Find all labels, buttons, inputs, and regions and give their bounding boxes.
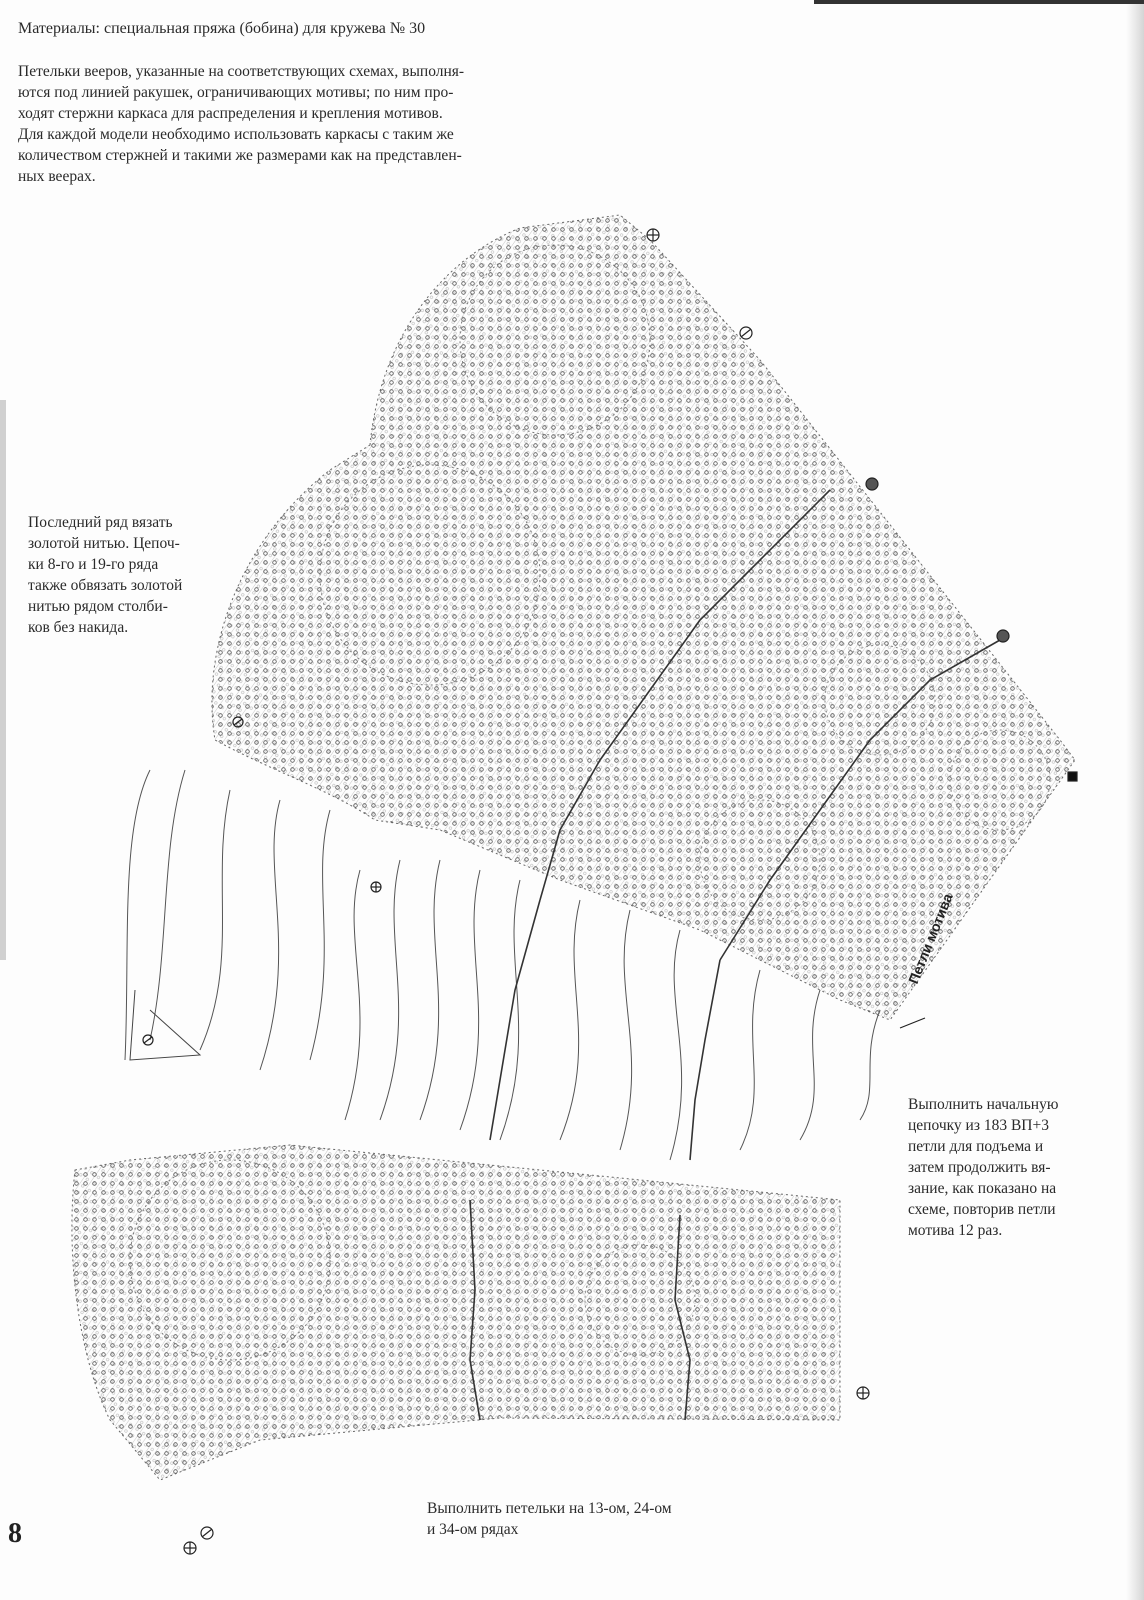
loops-rows-note	[427, 1498, 672, 1540]
gold-thread-line: ков без накида.	[28, 619, 129, 636]
gold-thread-line: Последний ряд вязать	[28, 514, 173, 531]
lower-fan-outline	[72, 1145, 840, 1480]
motif-loops-arrow	[900, 1018, 925, 1028]
page-number: 8	[8, 1518, 22, 1549]
gold-thread-line: ки 8-го и 19-го ряда	[28, 556, 159, 573]
intro-line: ходят стержни каркаса для распределения и крепления мотивов.	[18, 105, 443, 122]
loops-rows-line: Выполнить петельки на 13-ом, 24-ом	[427, 1500, 672, 1517]
start-chain-line: Выполнить начальную	[908, 1096, 1059, 1113]
motif-loops-label: Петли мотива	[905, 891, 956, 986]
start-chain-line: цепочку из 183 ВП+3	[908, 1117, 1049, 1134]
intro-line: количеством стержней и такими же размерами как на представлен-	[18, 147, 462, 164]
start-chain-line: петли для подъема и	[908, 1138, 1044, 1155]
intro-line: Петельки вееров, указанные на соответствующих схемах, выполня-	[18, 63, 465, 80]
frame-rod-bold	[490, 900, 540, 1140]
frame-rod-bold	[690, 960, 720, 1160]
intro-line: ных веерах.	[18, 168, 96, 185]
gold-thread-note	[28, 512, 182, 638]
gold-thread-line: также обвязать золотой	[28, 577, 183, 594]
start-chain-line: схеме, повторив петли	[908, 1201, 1056, 1218]
loops-rows-line: и 34-ом рядах	[427, 1521, 519, 1538]
start-chain-note	[908, 1094, 1058, 1241]
start-chain-line: затем продолжить вя-	[908, 1159, 1051, 1176]
start-chain-line: зание, как показано на	[908, 1180, 1057, 1197]
materials-line: Материалы: специальная пряжа (бобина) для кружева № 30	[18, 20, 426, 37]
intro-line: Для каждой модели необходимо использовать каркасы с таким же	[18, 126, 454, 143]
start-chain-line: мотива 12 раз.	[908, 1222, 1003, 1239]
intro-line: ются под линией ракушек, ограничивающих мотивы; по ним про-	[18, 84, 454, 101]
gold-thread-line: нитью рядом столби-	[28, 598, 168, 615]
gold-thread-line: золотой нитью. Цепоч-	[28, 535, 180, 552]
